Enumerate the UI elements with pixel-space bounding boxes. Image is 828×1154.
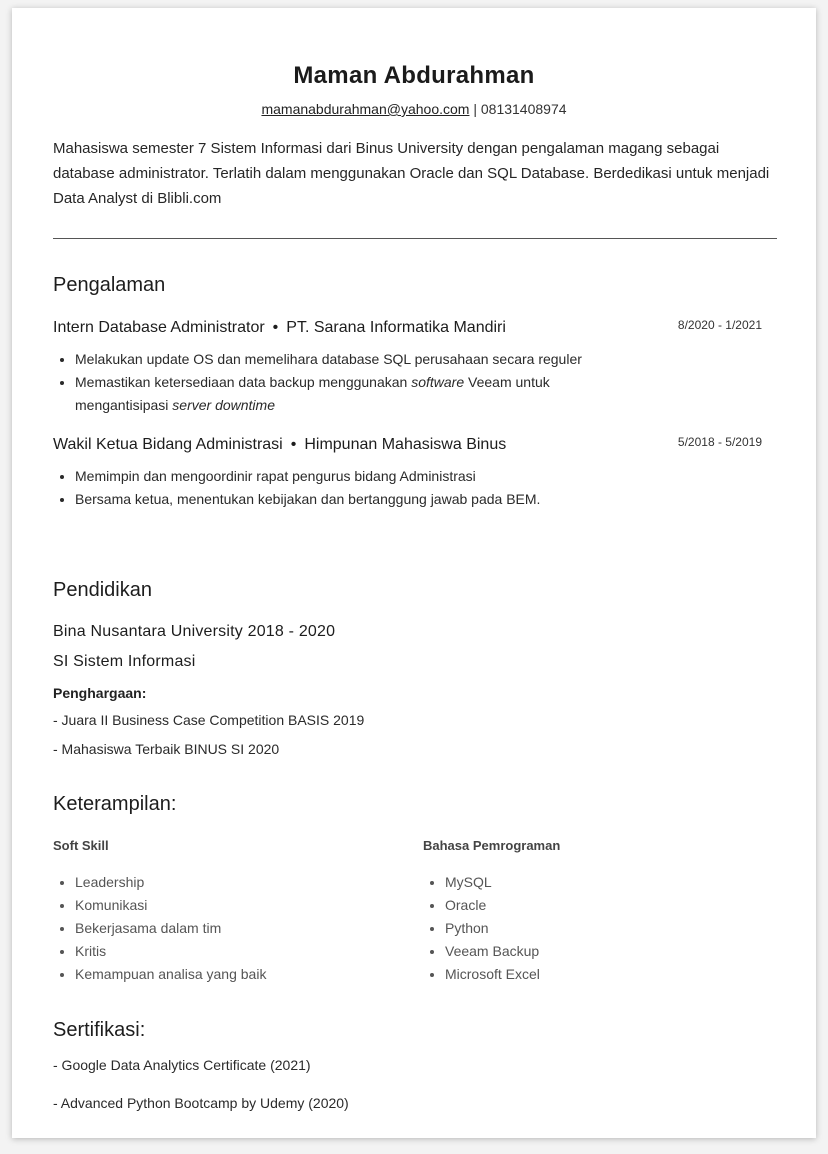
soft-skill-list (53, 871, 395, 986)
job-1-bullets (53, 348, 635, 417)
job-title-1 (53, 319, 506, 337)
awards-label: Penghargaan: (53, 685, 147, 701)
certificate-item-2: - Advanced Python Bootcamp by Udemy (2020) (53, 1095, 349, 1111)
list-item: • Bersama ketua, menentukan kebijakan dan bertanggung jawab pada BEM. (75, 488, 635, 511)
list-item: • Bekerjasama dalam tim (75, 917, 395, 940)
list-item: • Leadership (75, 871, 395, 894)
list-item: • MySQL (445, 871, 765, 894)
job-role: Wakil Ketua Bidang Administrasi (53, 436, 283, 453)
job-separator: • (290, 436, 297, 453)
section-title-education: Pendidikan (53, 579, 152, 601)
job-date-2: 5/2018 - 5/2019 (677, 435, 762, 449)
programming-list (423, 871, 765, 986)
section-title-experience: Pengalaman (53, 274, 166, 296)
candidate-name: Maman Abdurahman (293, 62, 535, 89)
job-role: Intern Database Administrator (53, 319, 265, 336)
soft-skill-label: Soft Skill (53, 838, 109, 853)
education-school: Bina Nusantara University 2018 - 2020 (53, 623, 336, 640)
programming-label: Bahasa Pemrograman (423, 838, 561, 853)
job-separator: • (272, 319, 279, 336)
job-date-1: 8/2020 - 1/2021 (677, 318, 762, 332)
profile-summary: Mahasiswa semester 7 Sistem Informasi dari Binus University dengan pengalaman magang sebagai database administrator. Terlatih dalam menggunakan Oracle dan SQL Database. Berdedikasi untuk menjadi Data Analyst di Blibli.com (53, 140, 770, 207)
header-divider (53, 238, 777, 239)
resume-page (12, 8, 816, 1138)
award-item-2: - Mahasiswa Terbaik BINUS SI 2020 (53, 741, 280, 757)
email-link[interactable]: mamanabdurahman@yahoo.com (261, 101, 470, 117)
phone-number: 08131408974 (480, 101, 567, 117)
section-title-certifications: Sertifikasi: (53, 1019, 146, 1041)
list-item: • Memimpin dan mengoordinir rapat pengurus bidang Administrasi (75, 465, 635, 488)
job-company: Himpunan Mahasiswa Binus (304, 436, 507, 453)
section-title-skills: Keterampilan: (53, 793, 177, 815)
contact-line (12, 101, 816, 117)
contact-separator: | (469, 101, 481, 117)
education-degree: SI Sistem Informasi (53, 653, 196, 670)
list-item: • Kemampuan analisa yang baik (75, 963, 395, 986)
list-item: • Python (445, 917, 765, 940)
list-item: • Microsoft Excel (445, 963, 765, 986)
list-item: • Veeam Backup (445, 940, 765, 963)
list-item: • Komunikasi (75, 894, 395, 917)
job-2-bullets (53, 465, 635, 511)
award-item-1: - Juara II Business Case Competition BASIS 2019 (53, 712, 365, 728)
list-item: • Kritis (75, 940, 395, 963)
job-title-2 (53, 436, 506, 454)
certificate-item-1: - Google Data Analytics Certificate (2021) (53, 1057, 311, 1073)
list-item: • Melakukan update OS dan memelihara database SQL perusahaan secara reguler (75, 348, 635, 371)
list-item: • Memastikan ketersediaan data backup menggunakan software Veeam untuk mengantisipasi server downtime (75, 371, 635, 417)
job-company: PT. Sarana Informatika Mandiri (286, 319, 506, 336)
list-item: • Oracle (445, 894, 765, 917)
